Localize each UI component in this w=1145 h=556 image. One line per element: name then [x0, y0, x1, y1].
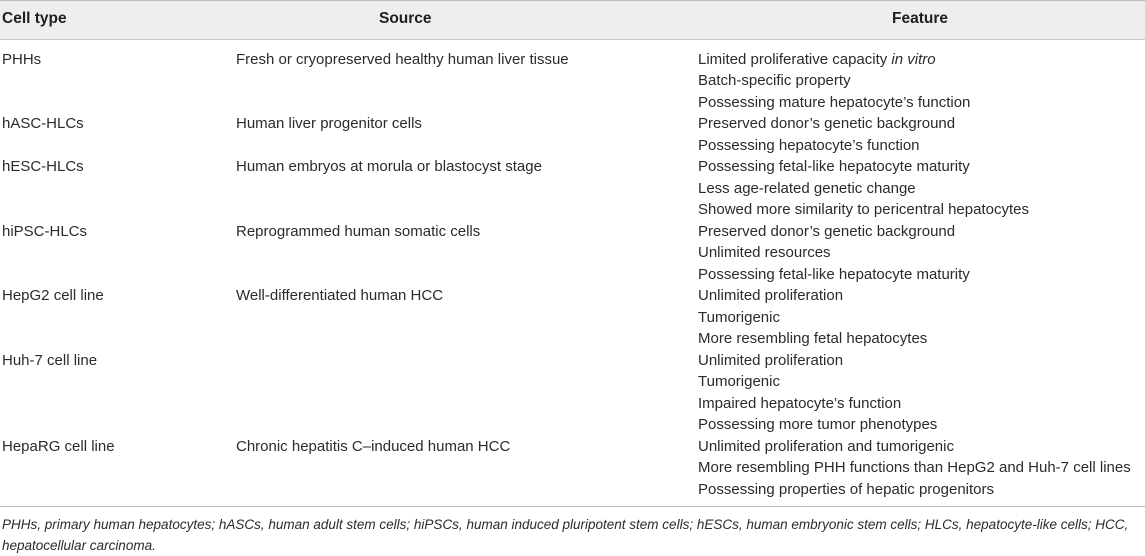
feature-item — [698, 49, 970, 71]
feature-text: Possessing fetal-like hepatocyte maturity — [698, 265, 970, 283]
feature-text: Tumorigenic — [698, 373, 780, 390]
cell-feature-list — [698, 221, 970, 286]
table-row — [0, 436, 1145, 501]
table-row — [0, 49, 1145, 114]
feature-item — [698, 221, 970, 243]
feature-text: Unlimited proliferation — [698, 351, 844, 369]
cell-source: Human embryos at morula or blastocyst stage — [236, 158, 542, 175]
cell-feature-list — [698, 436, 1131, 501]
feature-text: Less age-related genetic change — [698, 179, 916, 197]
feature-item — [698, 70, 970, 92]
feature-item — [698, 285, 927, 307]
cell-type: HepG2 cell line — [2, 287, 104, 304]
feature-text: Unlimited resources — [698, 244, 831, 261]
feature-text: Limited proliferative capacity — [698, 50, 892, 68]
feature-text: Showed more similarity to pericentral hepatocytes — [698, 201, 1029, 218]
header-feature: Feature — [892, 10, 948, 27]
table-row — [0, 156, 1145, 221]
table-bottom-rule — [0, 506, 1145, 507]
feature-item — [698, 178, 1029, 200]
feature-text: Possessing hepatocyte’s function — [698, 136, 920, 154]
cell-source: Chronic hepatitis C–induced human HCC — [236, 437, 511, 455]
feature-text: Possessing properties of hepatic progenitors — [698, 480, 995, 498]
feature-item — [698, 436, 1131, 458]
table-header — [0, 0, 1145, 40]
feature-item — [698, 393, 937, 415]
feature-item — [698, 328, 927, 350]
feature-item — [698, 113, 955, 135]
header-cell-type: Cell type — [2, 10, 67, 27]
feature-text: More resembling fetal hepatocytes — [698, 330, 928, 347]
feature-item — [698, 371, 937, 393]
feature-item — [698, 264, 970, 286]
feature-text: Unlimited proliferation — [698, 287, 844, 304]
cell-type: Huh-7 cell line — [2, 351, 98, 369]
feature-text: Possessing more tumor phenotypes — [698, 416, 938, 433]
header-source: Source — [379, 10, 432, 27]
feature-item — [698, 135, 955, 157]
feature-item — [698, 242, 970, 264]
feature-italic-text: in vitro — [891, 50, 936, 68]
feature-item — [698, 479, 1131, 501]
cell-feature-list — [698, 49, 970, 114]
cell-source: Human liver progenitor cells — [236, 115, 422, 132]
feature-text: Possessing mature hepatocyte’s function — [698, 93, 971, 111]
table-row — [0, 350, 1145, 436]
table-row — [0, 285, 1145, 350]
cell-type: hASC-HLCs — [2, 115, 84, 132]
table-row — [0, 113, 1145, 156]
cell-type: PHHs — [2, 50, 42, 68]
feature-item — [698, 156, 1029, 178]
feature-item — [698, 199, 1029, 221]
table-row — [0, 221, 1145, 286]
feature-text: Impaired hepatocyte’s function — [698, 394, 902, 412]
feature-text: Preserved donor’s genetic background — [698, 222, 956, 240]
cell-feature-list — [698, 285, 927, 350]
feature-text: Tumorigenic — [698, 308, 780, 326]
cell-feature-list — [698, 350, 937, 436]
cell-source: Fresh or cryopreserved healthy human liver tissue — [236, 50, 569, 68]
feature-text: Batch-specific property — [698, 72, 851, 89]
feature-item — [698, 350, 937, 372]
cell-type: HepaRG cell line — [2, 437, 115, 455]
cell-feature-list — [698, 113, 955, 156]
cell-source: Reprogrammed human somatic cells — [236, 222, 481, 240]
feature-text: More resembling PHH functions than HepG2 and Huh-7 cell lines — [698, 459, 1131, 476]
feature-text: Preserved donor’s genetic background — [698, 115, 956, 132]
cell-type: hESC-HLCs — [2, 158, 84, 175]
cell-type: hiPSC-HLCs — [2, 222, 88, 240]
feature-item — [698, 414, 937, 436]
feature-item — [698, 92, 970, 114]
feature-text: Unlimited proliferation and tumorigenic — [698, 437, 954, 455]
feature-item — [698, 307, 927, 329]
feature-text: Possessing fetal-like hepatocyte maturity — [698, 158, 970, 175]
table-footnote: PHHs, primary human hepatocytes; hASCs, human adult stem cells; hiPSCs, human induced pluripotent stem cells; hESCs, human embryonic stem cells; HLCs, hepatocyte-like cells; HCC, hepatocellular carcinoma. — [2, 517, 1129, 553]
cell-source: Well-differentiated human HCC — [236, 287, 444, 304]
cell-feature-list — [698, 156, 1029, 221]
feature-item — [698, 457, 1131, 479]
